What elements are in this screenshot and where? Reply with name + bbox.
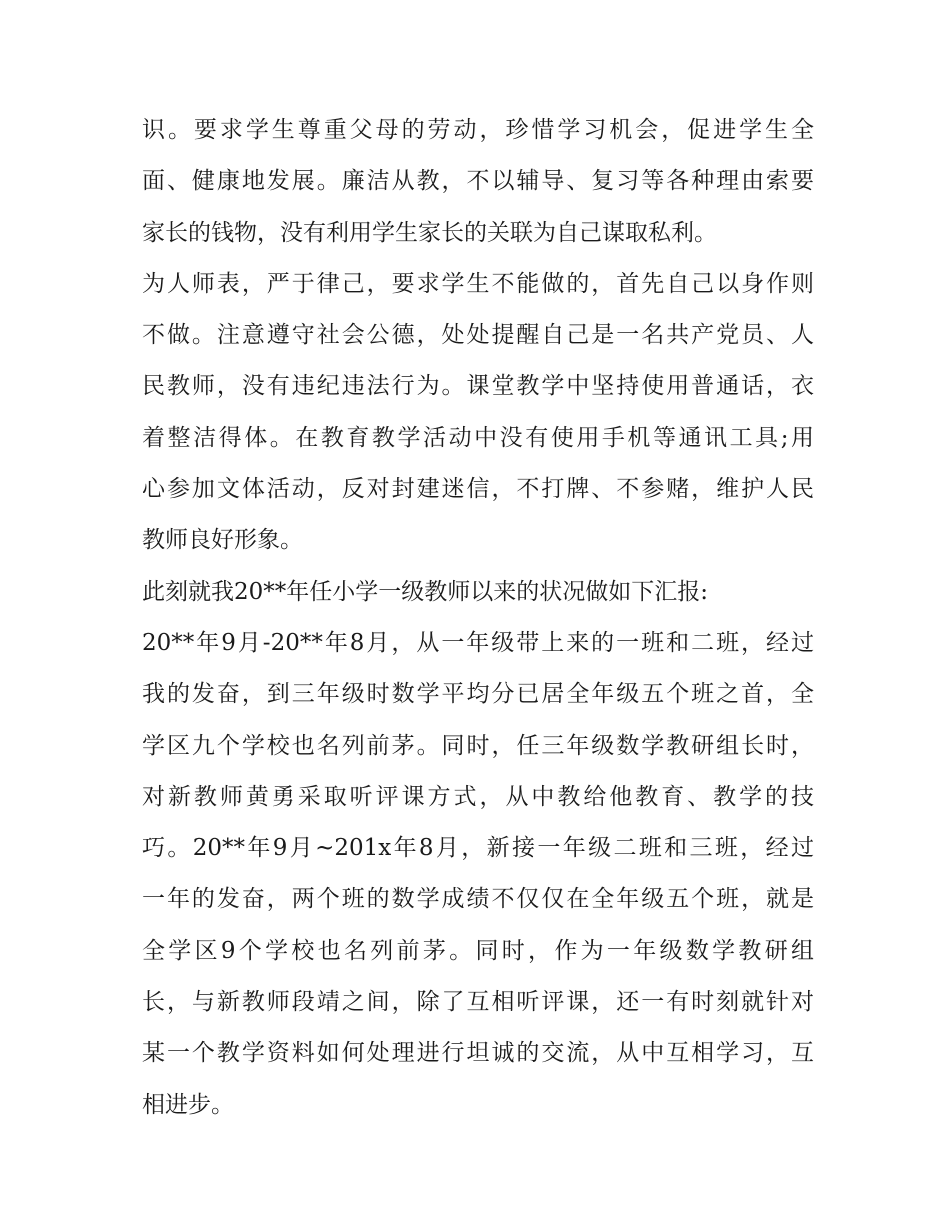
text-line: 识。要求学生尊重父母的劳动，珍惜学习机会，促进学生全	[142, 117, 814, 143]
text-line: 我的发奋，到三年级时数学平均分已居全年级五个班之首，全	[142, 681, 814, 708]
text-line: 为人师表，严于律己，要求学生不能做的，首先自己以身作则	[142, 270, 814, 297]
text-line: 某一个教学资料如何处理进行坦诚的交流，从中互相学习，互	[142, 1040, 814, 1067]
document-body-text	[142, 109, 814, 1135]
text-line: 心参加文体活动，反对封建迷信，不打牌、不参赌，维护人民	[142, 476, 814, 503]
text-line: 巧。20**年9月~201x年8月，新接一年级二班和三班，经过	[142, 835, 814, 862]
text-line: 教师良好形象。	[142, 527, 303, 554]
text-line: 家长的钱物，没有利用学生家长的关联为自己谋取私利。	[142, 219, 717, 246]
text-line: 20**年9月-20**年8月，从一年级带上来的一班和二班，经过	[142, 629, 814, 656]
text-line: 相进步。	[142, 1091, 234, 1118]
text-line: 面、健康地发展。廉洁从教，不以辅导、复习等各种理由索要	[142, 168, 814, 195]
text-line: 着整洁得体。在教育教学活动中没有使用手机等通讯工具;用	[142, 424, 814, 451]
text-line: 不做。注意遵守社会公德，处处提醒自己是一名共产党员、人	[142, 322, 814, 349]
text-line: 民教师，没有违纪违法行为。课堂教学中坚持使用普通话，衣	[142, 373, 814, 400]
text-line: 学区九个学校也名列前茅。同时，任三年级数学教研组长时，	[142, 732, 814, 759]
text-line: 此刻就我20**年任小学一级教师以来的状况做如下汇报:	[142, 578, 709, 605]
text-line: 一年的发奋，两个班的数学成绩不仅仅在全年级五个班，就是	[142, 886, 814, 913]
text-line: 长，与新教师段靖之间，除了互相听评课，还一有时刻就针对	[142, 989, 814, 1016]
text-line: 全学区9个学校也名列前茅。同时，作为一年级数学教研组	[142, 937, 814, 964]
text-line: 对新教师黄勇采取听评课方式，从中教给他教育、教学的技	[142, 783, 814, 810]
